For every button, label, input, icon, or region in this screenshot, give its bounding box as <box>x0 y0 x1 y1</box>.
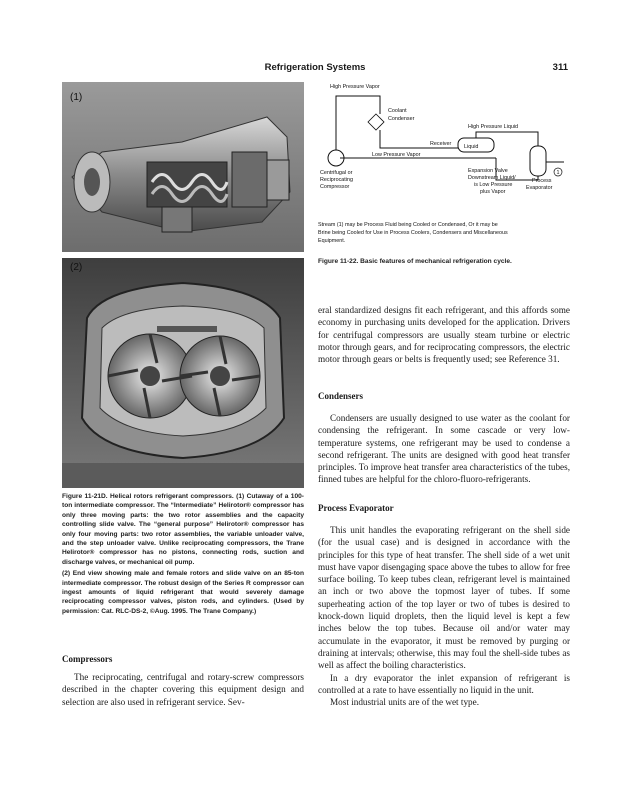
figure-11-21d-caption-part-2: (2) End view showing male and female rotors and slide valve on an 85-ton intermediate compressor. The robust design of the Series R compressor can ingest amounts of liquid refrigerant that would severely damage reciprocating compressor valves, piston rods, and cylinders. (Used by permission: Cat. RLC-DS-2, ©Aug. 1995. The Trane Company.) <box>62 570 304 615</box>
evaporator-paragraph-1: This unit handles the evaporating refrigerant on the shell side (for the usual case) and is designed in accordance with the principles for this type of heat transfer. The shell side of a wet unit must have vapor disengaging space above the tubes to allow for free surface boiling. To keep tubes clean, refrigerant level is maintained an inch or two above the topmost layer of tubes. If some superheating action of the top layer or two of tubes is desired to knock-down liquid droplets, then the liquid level is kept a few inches below the top tubes. Because oil and/or water may accumulate in the evaporator, it must be removed by purging or draining at intervals; otherwise, this may foul the shell-side tubes as well as affect the boiling characteristics. <box>318 525 570 671</box>
rotor-end-view-photo <box>62 258 304 488</box>
label-compressor-2: Reciprocating <box>320 177 353 183</box>
hp-liquid-line <box>476 132 538 146</box>
compressor-cutaway-photo <box>62 82 304 252</box>
label-hp-vapor-1: High Pressure Vapor <box>330 84 380 90</box>
condenser-symbol <box>368 114 384 130</box>
page-number: 311 <box>552 62 568 73</box>
condensers-text <box>318 412 570 486</box>
continued-text <box>318 304 570 365</box>
label-receiver: Receiver <box>430 141 452 147</box>
label-lp-vapor: Low Pressure Vapor <box>372 152 421 158</box>
label-process-2: Evaporator <box>526 185 553 191</box>
label-compressor-3: Compressor <box>320 184 350 190</box>
evaporator-symbol <box>530 146 546 176</box>
hp-vapor-line <box>336 96 380 150</box>
label-liquid: Liquid <box>464 144 479 150</box>
photo-label-2: (2) <box>70 262 83 273</box>
continued-paragraph: eral standardized designs fit each refrigerant, and this affords some economy in purchasing units developed for the application. Drivers for centrifugal compressors are usually steam turbine or electric motor through gears, and for reciprocating compressors, the electric motor through gears or belts is frequently used; see Reference 31. <box>318 305 570 365</box>
diagram-note-1: Stream (1) may be Process Fluid being Cooled or Condensed, Or it may be <box>318 222 498 228</box>
label-process-1: Process <box>532 178 552 184</box>
photo-label-1: (1) <box>70 92 83 103</box>
compressors-paragraph: The reciprocating, centrifugal and rotary-screw compressors described in the chapter covering this equipment design and selection are also used in refrigerant service. Sev- <box>62 672 304 707</box>
figure-11-21d-caption-part-1: Figure 11-21D. Helical rotors refrigerant compressors. (1) Cutaway of a 100-ton intermediate compressor. The “Intermediate” Helirotor® compressor has only three moving parts: the two rotor assemblies and the capacity controlling slide valve. The “general purpose” Helirotor® compressor has only four moving parts: two rotor assemblies, the variable unloader valve, and the step unloader valve. Unlike reciprocating compressors, the Trane Helirotor® compressor has no pistons, connecting rods, suction and discharge valves, or mechanical oil pump. <box>62 493 304 566</box>
evaporator-paragraph-3: Most industrial units are of the wet type. <box>330 697 480 708</box>
label-condenser: Condenser <box>388 116 415 122</box>
label-expansion-1: Expansion Valve <box>468 168 508 174</box>
label-expansion-2: Downstream Liquid/ <box>468 175 516 181</box>
label-hp-liquid: High Pressure Liquid <box>468 124 519 130</box>
diagram-note-3: Equipment. <box>318 238 346 244</box>
evaporator-paragraph-2: In a dry evaporator the inlet expansion of refrigerant is controlled at a rate to have essentially no liquid in the unit. <box>318 672 570 695</box>
diagram-note-2: Brine being Cooled for Use in Process Coolers, Condensers and Miscellaneous <box>318 230 508 236</box>
condensers-paragraph: Condensers are usually designed to use water as the coolant for condensing the refrigerant. In some cascade or very low-temperature systems, one refrigerant may be used to condense a second refrigerant. The units are designed with good heat transfer principles. To improve heat transfer area characteristics of the tubes, finned tubes are helpful for the chloro-fluoro-refrigerants. <box>318 413 570 485</box>
page-header-title: Refrigeration Systems <box>264 62 366 73</box>
condensers-heading: Condensers <box>318 391 364 401</box>
label-coolant: Coolant <box>388 108 407 114</box>
figure-11-22-caption: Figure 11-22. Basic features of mechanical refrigeration cycle. <box>318 258 512 265</box>
label-stream-id: 1 <box>556 170 560 176</box>
figure-11-21d-caption <box>62 492 304 616</box>
label-compressor-1: Centrifugal or <box>320 170 353 176</box>
compressors-text <box>62 671 304 708</box>
label-expansion-4: plus Vapor <box>480 189 506 195</box>
label-expansion-3: is Low Pressure <box>474 182 513 188</box>
process-evaporator-heading: Process Evaporator <box>318 503 394 513</box>
compressors-heading: Compressors <box>62 654 113 664</box>
refrigeration-cycle-diagram <box>318 84 570 252</box>
evaporator-text <box>318 524 570 708</box>
